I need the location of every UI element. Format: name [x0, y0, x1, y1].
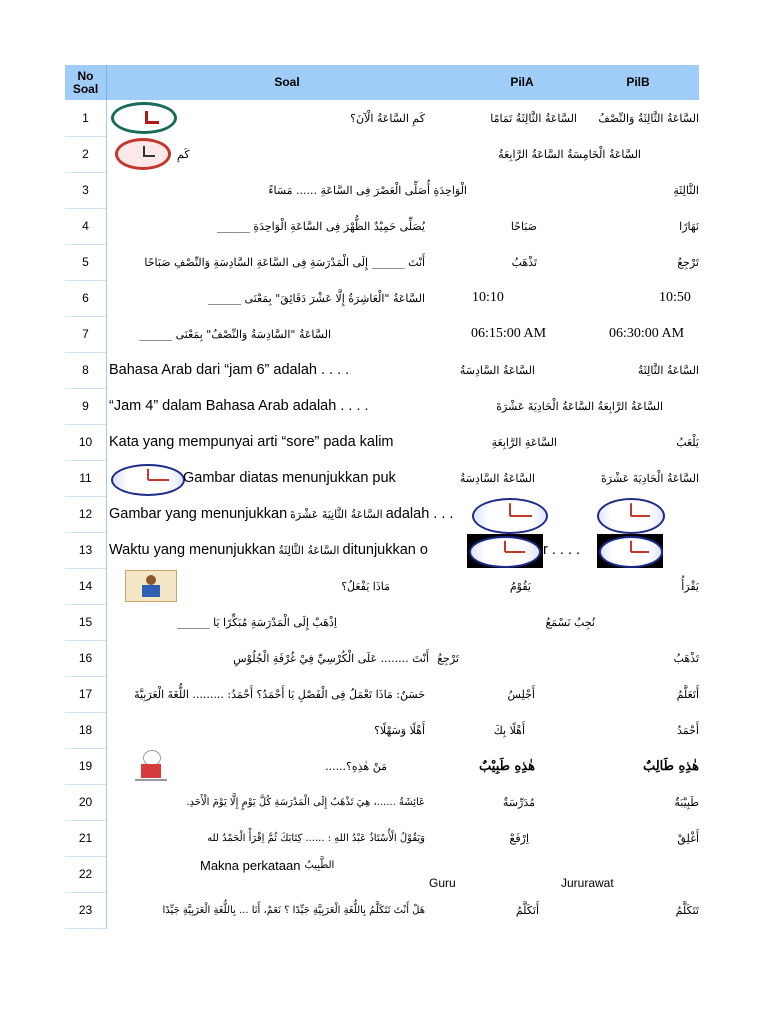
- option-a: يَقُوْمُ: [509, 579, 531, 593]
- option-b: أَتَعَلَّمُ: [676, 687, 699, 701]
- question-text-part2: ditunjukkan o: [342, 542, 428, 558]
- row-number: 7: [65, 316, 107, 353]
- table-row: [65, 856, 699, 892]
- option-b: السَّاعَةُ الْحَادِيَةَ عَشْرَةَ: [601, 471, 699, 485]
- question-text: [200, 856, 334, 874]
- table-row: [65, 640, 699, 676]
- option-b: السَّاعَةُ الثَّالِثَةُ: [637, 363, 699, 377]
- question-text: السَّاعَةُ "السَّادِسَةُ وَالنِّصْفُ" بِمَعْنَى ______: [139, 327, 331, 341]
- clock-option-b-icon[interactable]: [599, 536, 663, 568]
- table-row: [65, 820, 699, 856]
- row-number: 4: [65, 208, 107, 245]
- question-text: السَّاعَةُ "الْعَاشِرَةُ إِلَّا عَشْرَ دَقَائِقَ" بِمَعْنَى ______: [208, 291, 425, 305]
- option-a: صَبَاحًا: [510, 219, 537, 233]
- option-a: تَرْجِعُ: [437, 651, 459, 665]
- table-row: [65, 748, 699, 784]
- row-number: 6: [65, 280, 107, 317]
- clock-option-a-icon[interactable]: [472, 498, 548, 534]
- header-pilb: PilB: [577, 65, 699, 100]
- table-row: [65, 604, 699, 640]
- row-number: 22: [65, 856, 107, 893]
- table-row: [65, 532, 699, 568]
- option-a: هٰذِهِ طَبِيْبٌ: [479, 758, 535, 774]
- table-row: [65, 568, 699, 604]
- question-text: Gambar diatas menunjukkan puk: [183, 470, 396, 486]
- option-a: السَّاعَةُ الْخَامِسَةُ السَّاعَةُ الرَّابِعَةُ: [498, 147, 641, 161]
- girl-figure-icon: [125, 748, 177, 782]
- option-b: 10:50: [659, 290, 691, 305]
- option-a: 10:10: [472, 290, 504, 305]
- option-b: أَحْمَدُ: [677, 723, 699, 737]
- clock-option-b-icon[interactable]: [597, 498, 665, 534]
- question-text: كَمِ: [177, 147, 190, 161]
- option-a: Guru: [429, 876, 456, 890]
- header-soal: Soal: [107, 65, 467, 100]
- option-b: يَقْرَأُ: [681, 579, 699, 593]
- option-a: السَّاعَةُ السَّادِسَةُ: [459, 471, 535, 485]
- table-row: [65, 460, 699, 496]
- table-row: [65, 100, 699, 136]
- question-text: مَنْ هٰذِهِ؟......: [325, 759, 387, 773]
- question-text-arabic: السَّاعَةُ الثَّالِثَةُ: [278, 543, 340, 557]
- table-row: [65, 496, 699, 532]
- question-text-part1: Makna perkataan: [200, 857, 301, 873]
- option-b: الثَّالِثَةِ: [673, 183, 699, 197]
- table-row: [65, 352, 699, 388]
- option-b: أَغْلِقْ: [677, 831, 699, 845]
- question-text: حَسَنٌ: مَاذَا تَعْمَلُ فِى الْفَصْلِ يَا أَحْمَدُ؟ أَحْمَدُ: ......... اللُّغَةَ الْعَرَبِيَّةَ: [134, 687, 425, 701]
- row-number: 17: [65, 676, 107, 713]
- row-number: 16: [65, 640, 107, 677]
- question-text: هَلْ أَنْتَ تَتَكَلَّمُ بِاللُّغَةِ الْعَرَبِيَّةِ جَيِّدًا ؟ نَعَمْ، أَنَا ... بِاللُّغَةِ الْعَرَبِيَّةِ جَيِّدًا: [162, 904, 425, 916]
- question-text: كَمِ السَّاعَةُ الْآنَ؟: [350, 111, 425, 125]
- question-text: [109, 496, 453, 532]
- wall-clock-icon: [111, 102, 177, 134]
- question-text-arabic: السَّاعَةُ الثَّانِيَةَ عَشْرَةَ: [290, 507, 383, 521]
- table-row: [65, 208, 699, 244]
- option-a: أَجْلِسُ: [507, 687, 535, 701]
- table-row: [65, 388, 699, 424]
- table-row: [65, 172, 699, 208]
- row-number: 18: [65, 712, 107, 749]
- header-pila: PilA: [467, 65, 577, 100]
- option-a: أَتَكَلَّمُ: [515, 903, 539, 917]
- row-number: 5: [65, 244, 107, 281]
- row-number: 19: [65, 748, 107, 785]
- option-b: تَتَكَلَّمُ: [675, 903, 699, 917]
- option-b: السَّاعَةُ الثَّالِثَةُ وَالنِّصْفُ: [598, 111, 699, 125]
- question-text-part2: adalah . . .: [385, 506, 454, 522]
- question-text: أَهْلًا وَسَهْلًا؟: [374, 723, 425, 737]
- question-text: وَيَقُوْلُ الْأُسْتَاذُ عَبْدُ اللهِ : ...... كِتَابَكَ ثُمَّ اِقْرَأْ الْحَمْدُ لله: [207, 832, 425, 844]
- table-row: [65, 712, 699, 748]
- row-number: 12: [65, 496, 107, 533]
- row-number: 13: [65, 532, 107, 569]
- header-no-soal: No Soal: [65, 65, 107, 100]
- question-text: عَائِشَةُ ......، هِيَ تَذْهَبُ إِلَى الْمَدْرَسَةِ كُلَّ يَوْمٍ إِلَّا يَوْمَ الْأَحَدِ.: [186, 796, 425, 808]
- option-a: 06:15:00 AM: [471, 326, 547, 341]
- option-a: تَذْهَبُ: [511, 255, 537, 269]
- question-text-part1: Waktu yang menunjukkan: [109, 542, 276, 558]
- row-number: 1: [65, 100, 107, 137]
- question-text: “Jam 4” dalam Bahasa Arab adalah . . . .: [109, 398, 369, 414]
- row-number: 21: [65, 820, 107, 857]
- row-number: 14: [65, 568, 107, 605]
- question-text: أَنْتَ ........ عَلَى الْكُرْسِيِّ فِيْ غُرْفَةِ الْجُلُوْسِ: [233, 651, 429, 665]
- option-b: نَهَارًا: [679, 219, 699, 233]
- table-row: [65, 676, 699, 712]
- option-a: نُجِبُ نَسْمَعُ: [545, 615, 595, 629]
- table-row: [65, 424, 699, 460]
- table-row: [65, 784, 699, 820]
- table-row: [65, 244, 699, 280]
- row-number: 23: [65, 892, 107, 929]
- option-b: Jururawat: [561, 876, 614, 890]
- row-number: 10: [65, 424, 107, 461]
- row-number: 9: [65, 388, 107, 425]
- option-b: هٰذِهِ طَالِبٌ: [642, 758, 699, 774]
- row-number: 15: [65, 604, 107, 641]
- question-text: أَنْتَ ______ إِلَى الْمَدْرَسَةِ فِى السَّاعَةِ السَّادِسَةِ وَالنِّصْفِ صَبَاحًا: [144, 255, 425, 269]
- question-text: يُصَلِّى حَمِيْدٌ الظُّهْرَ فِى السَّاعَةِ الْوَاحِدَةِ ______: [216, 219, 425, 233]
- question-text: Kata yang mempunyai arti “sore” pada kalim: [109, 434, 394, 450]
- option-b: طَبِيْبَةٌ: [674, 795, 699, 809]
- question-text: Bahasa Arab dari “jam 6” adalah . . . .: [109, 362, 350, 378]
- row-number: 2: [65, 136, 107, 173]
- question-text-part3: r . . . .: [543, 542, 581, 558]
- option-b: تَرْجِعُ: [677, 255, 699, 269]
- row-number: 8: [65, 352, 107, 389]
- option-a: مُدَرِّسَةٌ: [502, 795, 535, 809]
- alarm-clock-icon: [115, 138, 171, 170]
- student-reading-icon: [125, 570, 177, 602]
- option-a: السَّاعَةُ السَّادِسَةُ: [459, 363, 535, 377]
- question-text: [109, 532, 428, 568]
- row-number: 3: [65, 172, 107, 209]
- question-text: مَاذَا يَفْعَلُ؟: [341, 579, 390, 593]
- option-a: السَّاعَةُ الثَّالِثَةُ تَمَامًا: [490, 111, 577, 125]
- row-number: 11: [65, 460, 107, 497]
- clock-icon: [111, 464, 185, 496]
- table-row: [65, 892, 699, 928]
- question-text: اِذْهَبْ إِلَى الْمَدْرَسَةِ مُبَكِّرًا يَا ______: [176, 615, 337, 629]
- question-text-part1: Gambar yang menunjukkan: [109, 506, 288, 522]
- option-b: يَلْعَبُ: [676, 435, 699, 449]
- option-a: اِرْفَعْ: [509, 831, 529, 845]
- question-text: الْوَاحِدَةِ أُصَلِّى الْعَصْرَ فِى السَّاعَةِ ...... مَسَاءً: [268, 183, 467, 197]
- option-a: السَّاعَةِ الرَّابِعَةِ: [491, 435, 557, 449]
- table-row: [65, 316, 699, 352]
- table-row: [65, 280, 699, 316]
- clock-option-a-icon[interactable]: [469, 536, 541, 568]
- option-b: 06:30:00 AM: [609, 326, 685, 341]
- option-a: السَّاعَةُ الرَّابِعَةُ السَّاعَةُ الْحَادِيَةَ عَشْرَةَ: [496, 399, 663, 413]
- table-row: [65, 136, 699, 172]
- option-b: تَذْهَبُ: [673, 651, 699, 665]
- option-a: أَهْلًا بِكَ: [493, 723, 525, 737]
- question-text-arabic: الطَّبِيبُ: [304, 859, 335, 871]
- row-number: 20: [65, 784, 107, 821]
